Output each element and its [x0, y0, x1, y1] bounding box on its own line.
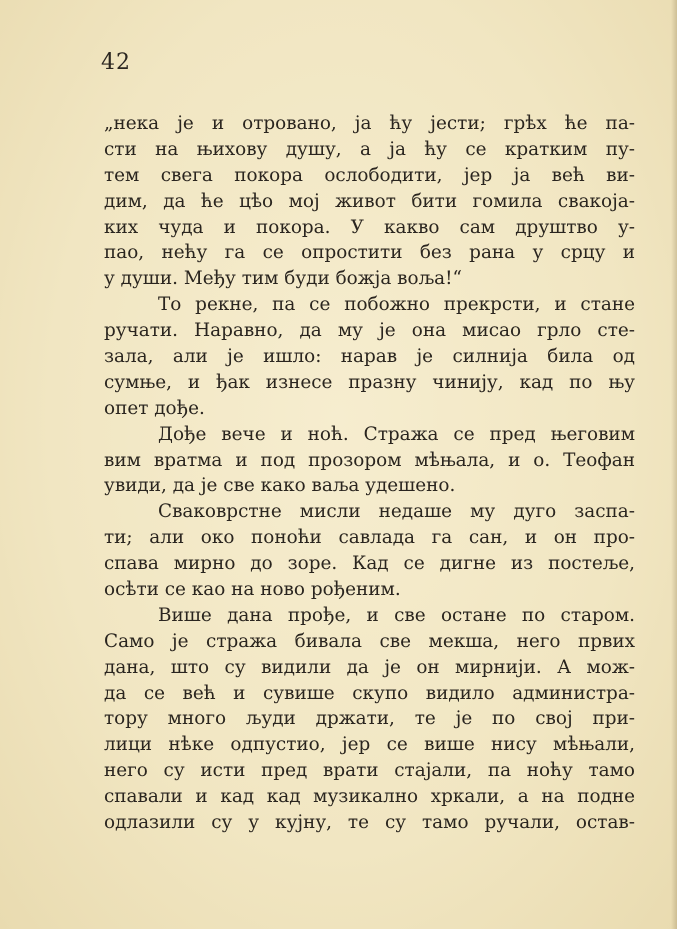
text-line: опет дође. — [104, 397, 205, 419]
text-line: у души. Међу тим буди божја воља!“ — [104, 268, 462, 290]
text-line: зала, али је ишло: нарав је силнија била од — [104, 346, 635, 368]
text-line: да се већ и сувише скупо видило администра- — [104, 682, 635, 704]
text-line: сти на њихову душу, а ја ћу се кратким пу- — [104, 138, 635, 160]
text-line: ких чуда и покора. У какво сам друштво у- — [104, 216, 635, 238]
text-line: сумње, и ђак изнесе празну чинију, кад по њу — [104, 371, 635, 393]
text-line: вим вратма и под прозором мѣњала, и о. Теофан — [104, 449, 635, 471]
text-line: тем свега покора ослободити, јер ја већ ви- — [104, 164, 635, 186]
text-line: Дође вече и ноћ. Стража се пред његовим — [158, 423, 635, 445]
text-line: одлазили су у кујну, те су тамо ручали, остав- — [104, 812, 635, 834]
text-line: ручати. Наравно, да му је она мисао грло сте- — [104, 320, 635, 342]
text-line: „нека је и отровано, ја ћу јести; грѣх ће па- — [104, 113, 635, 134]
text-line: То рекне, па се побожно прекрсти, и стане — [158, 294, 635, 316]
text-line: Сваковрстне мисли недаше му дуго заспа- — [158, 501, 635, 523]
text-line: Више дана прође, и све остане по старом. — [158, 604, 635, 626]
body-text — [104, 111, 635, 836]
text-line: увиди, да је све како ваља удешено. — [104, 475, 456, 497]
text-line: спавали и кад кад музикално хркали, а на подне — [104, 786, 635, 808]
text-line: спава мирно до зоре. Кад се дигне из постеље, — [104, 553, 635, 575]
page-number: 42 — [101, 50, 131, 75]
text-line: лици нѣке одпустио, јер се више нису мѣњали, — [104, 734, 635, 756]
text-line: осѣти се као на ново рођеним. — [104, 579, 401, 601]
text-line: Само је стража бивала све мекша, него првих — [104, 630, 635, 652]
text-line: ти; али око поноћи савлада га сан, и он про- — [104, 527, 635, 549]
text-line: тору много људи држати, те је по свој при- — [104, 708, 635, 730]
text-line: него су исти пред врати стајали, па ноћу тамо — [104, 760, 635, 782]
page-edge-shadow — [671, 0, 677, 929]
text-line: дана, што су видили да је он мирнији. А мож- — [104, 656, 635, 678]
text-line: дим, да ће цѣо мој живот бити гомила свакоја- — [104, 190, 635, 212]
text-line: пао, нећу га се опростити без рана у срцу и — [104, 242, 635, 264]
